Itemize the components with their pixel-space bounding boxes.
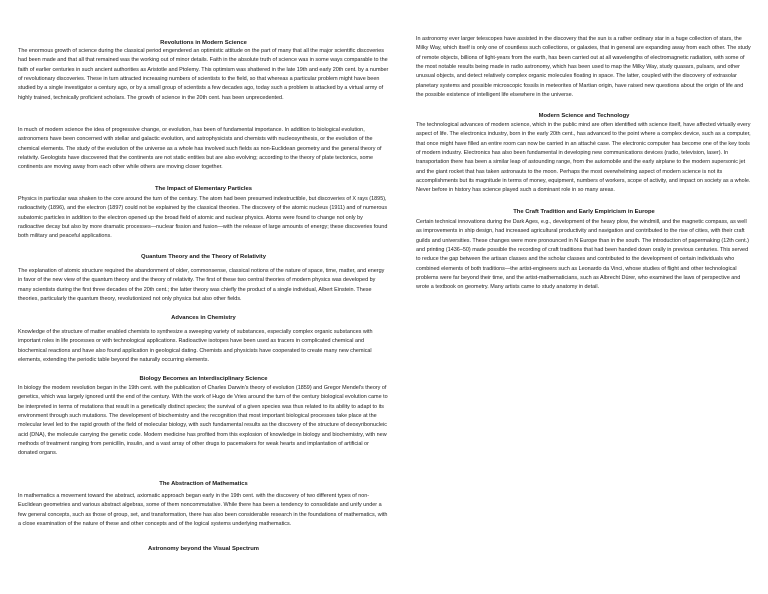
section-title: The Craft Tradition and Early Empiricism in Europe bbox=[513, 209, 655, 215]
left-column bbox=[18, 0, 389, 594]
section-title: Biology Becomes an Interdisciplinary Science bbox=[139, 376, 268, 382]
paragraph: The explanation of atomic structure required the abandonment of older, commonsense, classical notions of the nature of space, time, matter, and energy in favor of the new view of the quantum theory and the theory of relativity. The first of these two central theories of modern physics was developed by many scientists during the first three decades of the 20th cent.; the latter theory was chiefly the product of a single individual, Albert Einstein. These theories, particularly the quantum theory, revolutionized not only physics but also other fields. bbox=[18, 268, 385, 302]
section-chemistry bbox=[18, 313, 389, 323]
section-astronomy bbox=[18, 544, 389, 554]
paragraph: In biology the modern revolution began in the 19th cent. with the publication of Charles Darwin's theory of evolution (1859) and Gregor Mendel's theory of genetics, which was largely ignored until the end of the century. With the work of Hugo de Vries around the turn of the century biological evolution came to be interpreted in terms of mutations that result in a genetically distinct species; the survival of a given species was thus related to its ability to adapt to its environment through such mutations. The development of biochemistry and the recognition that most important biological processes take place at the molecular level led to the rapid growth of the field of molecular biology, with such fundamental results as the discovery of the structure of deoxyribonucleic acid (DNA), the molecule carrying the genetic code. Modern medicine has profited from this explosion of knowledge in biology and biochemistry, with new methods of treatment ranging from penicillin, insulin, and a vast array of other drugs to pacemakers for weak hearts and implantation of artificial or donated organs. bbox=[18, 385, 388, 457]
paragraph: The technological advances of modern science, which in the public mind are often identified with science itself, have affected virtually every aspect of life. The electronics industry, born in the early 20th cent., has advanced to the point where a complex device, such as a computer, that once might have filled an entire room can now be carried in an attaché case. The electronic computer has become one of the key tools of modern industry. Electronics has also been fundamental in developing new communications devices (radio, television, laser). In transportation there has been a similar leap of astounding range, from the automobile and the early airplane to the modern supersonic jet and the giant rocket that has taken astronauts to the moon. Perhaps the most overwhelming aspect of modern science is not its accomplishments but its magnitude in terms of money, equipment, numbers of workers, scope of activity, and impact on society as a whole. Never before in history has science played such a dominant role in so many areas. bbox=[416, 122, 751, 194]
section-title: The Impact of Elementary Particles bbox=[154, 186, 253, 192]
section-title: Modern Science and Technology bbox=[538, 113, 630, 119]
section-title: Quantum Theory and the Theory of Relativity bbox=[140, 254, 266, 260]
section-craft-tradition bbox=[416, 207, 752, 217]
paragraph: Knowledge of the structure of matter enabled chemists to synthesize a sweeping variety of substances, especially complex organic substances with important roles in life processes or with technological applications. Radioactive isotopes have been used as tracers in complicated chemical and biochemical reactions and have also found application in geological dating. Chemists and physicists have cooperated to create many new chemical elements, extending the periodic table beyond the naturally occurring elements. bbox=[18, 329, 373, 363]
section-title: Astronomy beyond the Visual Spectrum bbox=[148, 546, 259, 552]
paragraph: In much of modern science the idea of progressive change, or evolution, has been of fundamental importance. In addition to biological evolution, astronomers have been concerned with stellar and galactic evolution, and astrophysicists and chemists with nucleosynthesis, or the evolution of the chemical elements. The study of the evolution of the universe as a whole has involved such fields as non-Euclidean geometry and the general theory of relativity. Geologists have discovered that the continents are not static entities but are also evolving; according to the theory of plate tectonics, some continents are moving away from each other while others are moving closer together. bbox=[18, 127, 382, 171]
section-biology bbox=[18, 374, 389, 384]
section-science-technology bbox=[416, 111, 752, 121]
section-mathematics bbox=[18, 479, 389, 489]
paragraph: Certain technical innovations during the Dark Ages, e.g., development of the heavy plow, the windmill, and the magnetic compass, as well as improvements in ship design, had increased agricultural productivity and navigation and contributed to the rise of cities, with their craft guilds and universities. These changes were more pronounced in N Europe than in the south. The introduction of papermaking (12th cent.) and printing (1436–50) made possible the recording of craft traditions that had been handed down orally in previous centuries. This served to reduce the gap between the artisan classes and the scholar classes and contributed to the development of certain individuals who combined elements of both traditions—the artist-engineers such as Leonardo da Vinci, whose studies of flight and other technological problems were far beyond their time, and the artist-mathematicians, such as Albrecht Dürer, who examined the laws of perspective and wrote a textbook on geometry. Many artists came to study anatomy in detail. bbox=[416, 219, 749, 291]
section-title: The Abstraction of Mathematics bbox=[159, 481, 248, 487]
paragraph: Physics in particular was shaken to the core around the turn of the century. The atom had been presumed indestructible, but discoveries of X rays (1895), radioactivity (1896), and the electron (1897) could not be explained by the classical theories. The discovery of the atomic nucleus (1911) and of numerous subatomic particles in addition to the electron opened up the broad field of atomic and nuclear physics. Atoms were found to change not only by radioactive decay but also by more dramatic processes—nuclear fission and fusion—with the release of large amounts of energy; these discoveries found both military and peaceful applications. bbox=[18, 196, 388, 240]
section-title: Advances in Chemistry bbox=[171, 315, 236, 321]
section-title: Revolutions in Modern Science bbox=[160, 40, 247, 46]
paragraph: The enormous growth of science during the classical period engendered an optimistic attitude on the part of many that all the major scientific discoveries had been made and that all that remained was the working out of minor details. Faith in the absolute truth of science was in some ways comparable to the faith of earlier centuries in such ancient authorities as Aristotle and Ptolemy. This optimism was shattered in the late 19th and early 20th cent. by a number of revolutionary discoveries. These in turn attracted increasing numbers of scientists to the field, so that whereas a particular problem might have been studied by a single investigator a century ago, or by a small group of scientists a few decades ago, today such a problem is attacked by a virtual army of highly trained, technically proficient scholars. The growth of science in the 20th cent. has been unprecedented. bbox=[18, 48, 389, 101]
paragraph: In mathematics a movement toward the abstract, axiomatic approach began early in the 19th cent. with the discovery of two different types of non-Euclidean geometries and various abstract algebras, some of them noncommutative. While there has been a tendency to consolidate and unify under a few general concepts, such as those of group, set, and transformation, there has also been considerable research in the foundations of mathematics, with a close examination of the nature of these and other concepts and of the logical systems underlying mathematics. bbox=[18, 493, 388, 527]
section-elementary-particles bbox=[18, 184, 389, 194]
paragraph: In astronomy ever larger telescopes have assisted in the discovery that the sun is a rather ordinary star in a huge collection of stars, the Milky Way, which itself is only one of countless such collections, or galaxies, that in general are expanding away from each other. The study of remote objects, billions of light-years from the earth, has been carried out at all wavelengths of electromagnetic radiation, with some of the most notable results being made in radio astronomy, which has been used to map the Milky Way, study quasars, pulsars, and other unusual objects, and detect relatively complex organic molecules floating in space. The latter, coupled with the discovery of extrasolar planetary systems and possible microscopic fossils in meteorites of Martian origin, have raised new questions about the origin of life and the possible existence of intelligent life elsewhere in the universe. bbox=[416, 36, 751, 98]
section-quantum-relativity bbox=[18, 252, 389, 262]
right-column bbox=[416, 0, 752, 594]
